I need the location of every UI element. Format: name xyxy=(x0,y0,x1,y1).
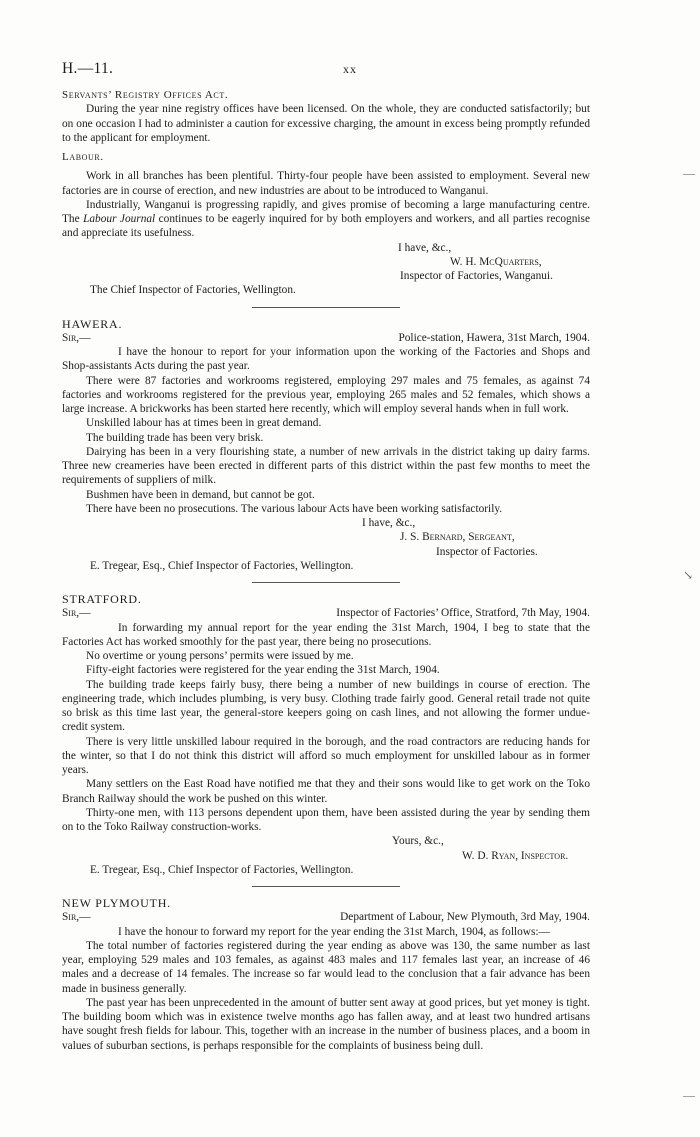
wanganui-signature-title: Inspector of Factories, Wanganui. xyxy=(400,270,553,282)
document-reference: H.—11. xyxy=(62,60,114,77)
new-plymouth-paragraph-2: The total number of factories registered during the year ending as above was 130, the same number as last year, employing 529 males and 103 females, as against 483 males and 117 females last year, an increase of 46 males and a decrease of 14 females. The increase so far would lead to the conclusion that a fair advance has been made in business generally. xyxy=(62,939,590,995)
hawera-paragraph-5: Dairying has been in a very flourishing state, a number of new arrivals in the district taking up dairy farms. Three new creameries have been erected in different parts of this district within the past few months to meet the requirements of suppliers of milk. xyxy=(62,445,590,487)
labour-paragraph-2: Industrially, Wanganui is progressing rapidly, and gives promise of becoming a large manufacturing centre. The Labour Journal continues to be eagerly inquired for by both employers and workers, and all parties recognise and appreciate its usefulness. xyxy=(62,198,591,240)
margin-mark: — xyxy=(683,1088,695,1102)
hawera-heading: HAWERA. xyxy=(62,316,123,331)
hawera-signature-title: Inspector of Factories. xyxy=(436,545,538,558)
wanganui-signature-name: W. H. McQuarters, xyxy=(450,255,542,268)
stratford-salutation: Sir,— xyxy=(62,607,91,620)
servants-paragraph: During the year nine registry offices have been licensed. On the whole, they are conducted satisfactorily; but on one occasion I had to administer a caution for excessive charging, the amount in excess being promptly refunded to the applicant for employment. xyxy=(62,103,590,144)
hawera-paragraph-7: There have been no prosecutions. The various labour Acts have been working satisfactorily. xyxy=(86,502,503,515)
new-plymouth-dateline: Department of Labour, New Plymouth, 3rd May, 1904. xyxy=(340,911,590,924)
stratford-heading: STRATFORD. xyxy=(62,592,142,606)
hawera-paragraph-3: Unskilled labour has at times been in great demand. xyxy=(86,417,322,430)
hawera-signature-name: J. S. Bernard, Sergeant, xyxy=(400,531,515,544)
hawera-paragraph-2: There were 87 factories and workrooms registered, employing 297 males and 75 females, as against 74 factories and workrooms registered for the previous year, employing 265 males and 52 females, which shows a large increase. A brickworks has been started here recently, which will employ several hands when in full work. xyxy=(62,374,590,415)
stratford-dateline: Inspector of Factories’ Office, Stratford, 7th May, 1904. xyxy=(336,607,590,620)
stratford-paragraph-7: Thirty-one men, with 113 persons dependent upon them, have been assisted during the year by sending them on to the Toko Railway construction-works. xyxy=(62,806,590,833)
margin-mark: ↘ xyxy=(683,568,694,582)
stratford-salutation-row xyxy=(62,606,590,620)
wanganui-closing: I have, &c., xyxy=(398,241,452,254)
new-plymouth-salutation-row xyxy=(62,910,590,924)
stratford-closing: Yours, &c., xyxy=(392,835,444,848)
labour-journal-title: Labour Journal xyxy=(83,213,156,225)
stratford-paragraph-6: Many settlers on the East Road have notified me that they and their sons would like to get work on the Toko Branch Railway should the work be pushed on this winter. xyxy=(62,778,590,805)
report-body xyxy=(62,88,590,1053)
hawera-addressee: E. Tregear, Esq., Chief Inspector of Factories, Wellington. xyxy=(90,559,354,572)
servants-act-heading: Servants’ Registry Offices Act. xyxy=(62,89,229,101)
hawera-closing: I have, &c., xyxy=(362,517,416,529)
stratford-paragraph-4: The building trade keeps fairly busy, there being a number of new buildings in course of erection. The engineering trade, which includes plumbing, is very busy. Clothing trade fairly good. General retail trade not quite so brisk as this time last year, the general-store keepers going on cash lines, and not allowing the former undue-credit system. xyxy=(62,678,590,734)
hawera-dateline: Police-station, Hawera, 31st March, 1904. xyxy=(398,331,590,344)
labour-heading: Labour. xyxy=(62,151,104,163)
hawera-paragraph-1: I have the honour to report for your information upon the working of the Factories and Shops and Shop-assistants Acts during the past year. xyxy=(62,346,590,373)
new-plymouth-salutation: Sir,— xyxy=(62,911,91,924)
margin-mark: — xyxy=(683,166,695,180)
hawera-paragraph-6: Bushmen have been in demand, but cannot be got. xyxy=(86,488,315,501)
stratford-paragraph-3: Fifty-eight factories were registered for the year ending the 31st March, 1904. xyxy=(86,664,440,677)
hawera-salutation-row xyxy=(62,331,590,345)
labour-paragraph-1: Work in all branches has been plentiful. Thirty-four people have been assisted to employment. Several new factories are in course of erection, and new industries are about to be introduced to Wanganui. xyxy=(62,170,590,197)
new-plymouth-paragraph-3: The past year has been unprecedented in the amount of butter sent away at good prices, but yet money is tight. The building boom which was in existence twelve months ago has fallen away, and at least two hundred artisans have sought fresh fields for labour. This, together with an increase in the number of business places, and a boom in values of suburban sections, is perhaps responsible for the complaints of business being dull. xyxy=(62,996,590,1052)
wanganui-addressee: The Chief Inspector of Factories, Wellington. xyxy=(90,284,296,297)
page-number: xx xyxy=(343,62,357,76)
stratford-signature: W. D. Ryan, Inspector. xyxy=(462,849,569,862)
stratford-paragraph-5: There is very little unskilled labour required in the borough, and the road contractors are reducing hands for the winter, so that I do not think this district will afford so much employment for unskilled labour as in former years. xyxy=(62,735,590,776)
stratford-paragraph-1: In forwarding my annual report for the year ending the 31st March, 1904, I beg to state that the Factories Act has worked smoothly for the past year, there being no prosecutions. xyxy=(62,621,590,648)
new-plymouth-paragraph-1: I have the honour to forward my report for the year ending the 31st March, 1904, as follows:— xyxy=(118,925,550,938)
hawera-salutation: Sir,— xyxy=(62,331,91,344)
new-plymouth-heading: NEW PLYMOUTH. xyxy=(62,896,171,910)
hawera-paragraph-4: The building trade has been very brisk. xyxy=(86,431,264,444)
stratford-addressee: E. Tregear, Esq., Chief Inspector of Factories, Wellington. xyxy=(90,863,354,876)
stratford-paragraph-2: No overtime or young persons’ permits were issued by me. xyxy=(86,650,354,662)
